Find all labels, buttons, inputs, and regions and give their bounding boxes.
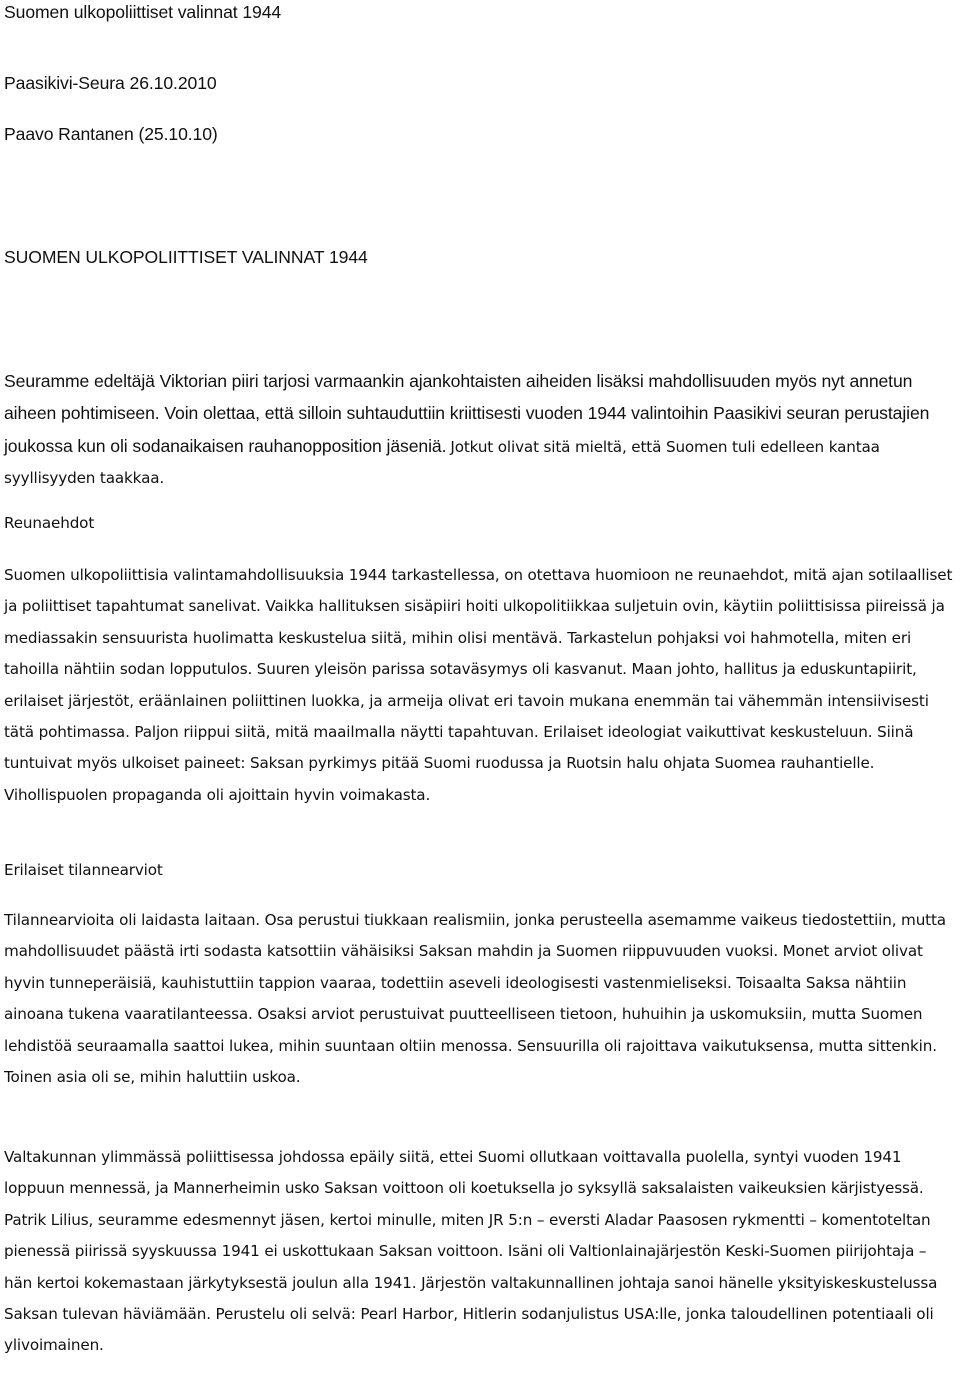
section-reunaehdot-text: Suomen ulkopoliittisia valintamahdollisuuksia 1944 tarkastellessa, on otettava huomioon ne reunaehdot, mitä ajan sotilaalliset ja poliittiset tapahtumat sanelivat. Vaikka hallituksen sisäpiiri hoiti ulkopolitiikkaa suljetuin ovin, käytiin poliittisissa piireissä ja mediassakin sensuurista huolimatta keskustelua siitä, mihin olisi mentävä. Tarkastelun pohjaksi voi hahmotella, miten eri tahoilla nähtiin sodan lopputulos. Suuren yleisön parissa sotaväsymys oli kasvanut. Maan johto, hallitus ja eduskuntapiirit, erilaiset järjestöt, eräänlainen poliittinen luokka, ja armeija olivat eri tavoin mukana enemmän tai vähemmän intensiivisesti tätä pohtimassa. Paljon riippui siitä, mitä maailmalla näytti tapahtuvan. Erilaiset ideologiat vaikuttivat keskusteluun. Siinä tuntuivat myös ulkoiset paineet: Saksan pyrkimys pitää Suomi ruodussa ja Ruotsin halu ohjata Suomea rauhantielle. Vihollispuolen propaganda oli ajoittain hyvin voimakasta. — [4, 566, 953, 804]
section-reunaehdot-body — [4, 560, 956, 811]
intro-text: Seuramme edeltäjä Viktorian piiri tarjosi varmaankin ajankohtaisten aiheiden lisäksi mahdollisuuden myös nyt annetun aiheen pohtimiseen. Voin olettaa, että silloin suhtauduttiin kriittisesti vuoden 1944 valintoihin Paasikivi — [4, 371, 913, 424]
section-valtakunta-body — [4, 1142, 956, 1362]
section-tilannearviot-text: Tilannearvioita oli laidasta laitaan. Osa perustui tiukkaan realismiin, jonka perusteella asemamme vaikeus tiedostettiin, mutta mahdollisuudet päästä irti sodasta katsottiin vähäisiksi Saksan mahdin ja Suomen riippuvuuden vuoksi. Monet arviot olivat hyvin tunneperäisiä, kauhistuttiin tappion vaaraa, todettiin aseveli ideologisesti vastenmieliseksi. Toisaalta Saksa nähtiin ainoana tukena vaaratilanteessa. Osaksi arviot perustuivat puutteelliseen tietoon, huhuihin ja uskomuksiin, mutta Suomen lehdistöä seuraamalla saattoi lukea, mihin suuntaan oltiin menossa. Sensuurilla oli rajoittava vaikutuksensa, mutta sittenkin. Toinen asia oli se, mihin haluttiin uskoa. — [4, 911, 946, 1087]
event-line: Paasikivi-Seura 26.10.2010 — [4, 73, 217, 93]
section-tilannearviot-body — [4, 905, 956, 1093]
author-line: Paavo Rantanen (25.10.10) — [4, 124, 218, 144]
document-title: Suomen ulkopoliittiset valinnat 1944 — [4, 2, 282, 22]
section-heading-tilannearviot: Erilaiset tilannearviot — [4, 861, 163, 879]
section-valtakunta-text: Valtakunnan ylimmässä poliittisessa johdossa epäily siitä, ettei Suomi ollutkaan voittavalla puolella, syntyi vuoden 1941 loppuun mennessä, ja Mannerheimin usko Saksan voittoon oli koetuksella jo syksyllä saksalaisten vaikeuksien kärjistyessä. Patrik Lilius, seuramme edesmennyt jäsen, kertoi minulle, miten JR 5:n – eversti Aladar Paasosen rykmentti – komentoteltan pienessä piirissä syyskuussa 1941 ei uskottukaan Saksan voittoon. Isäni oli Valtionlainajärjestön Keski-Suomen piirijohtaja – hän kertoi kokemastaan järkytyksestä joulun alla 1941. Järjestön valtakunnallinen johtaja sanoi hänelle yksityiskeskustelussa Saksan tulevan häviämään. Perustelu oli selvä: Pearl Harbor, Hitlerin sodanjulistus USA:lle, jonka taloudellinen potentiaali oli ylivoimainen. — [4, 1148, 938, 1355]
intro-tail-text: seuran perustajien joukossa kun oli sodanaikaisen rauhanopposition jäseniä. — [4, 403, 930, 456]
page-heading: SUOMEN ULKOPOLIITTISET VALINNAT 1944 — [4, 247, 368, 267]
section-heading-reunaehdot: Reunaehdot — [4, 514, 95, 532]
intro-closing-text: Jotkut olivat sitä mieltä, että Suomen tuli edelleen kantaa syyllisyyden taakkaa. — [4, 437, 880, 488]
intro-paragraph — [4, 366, 956, 495]
